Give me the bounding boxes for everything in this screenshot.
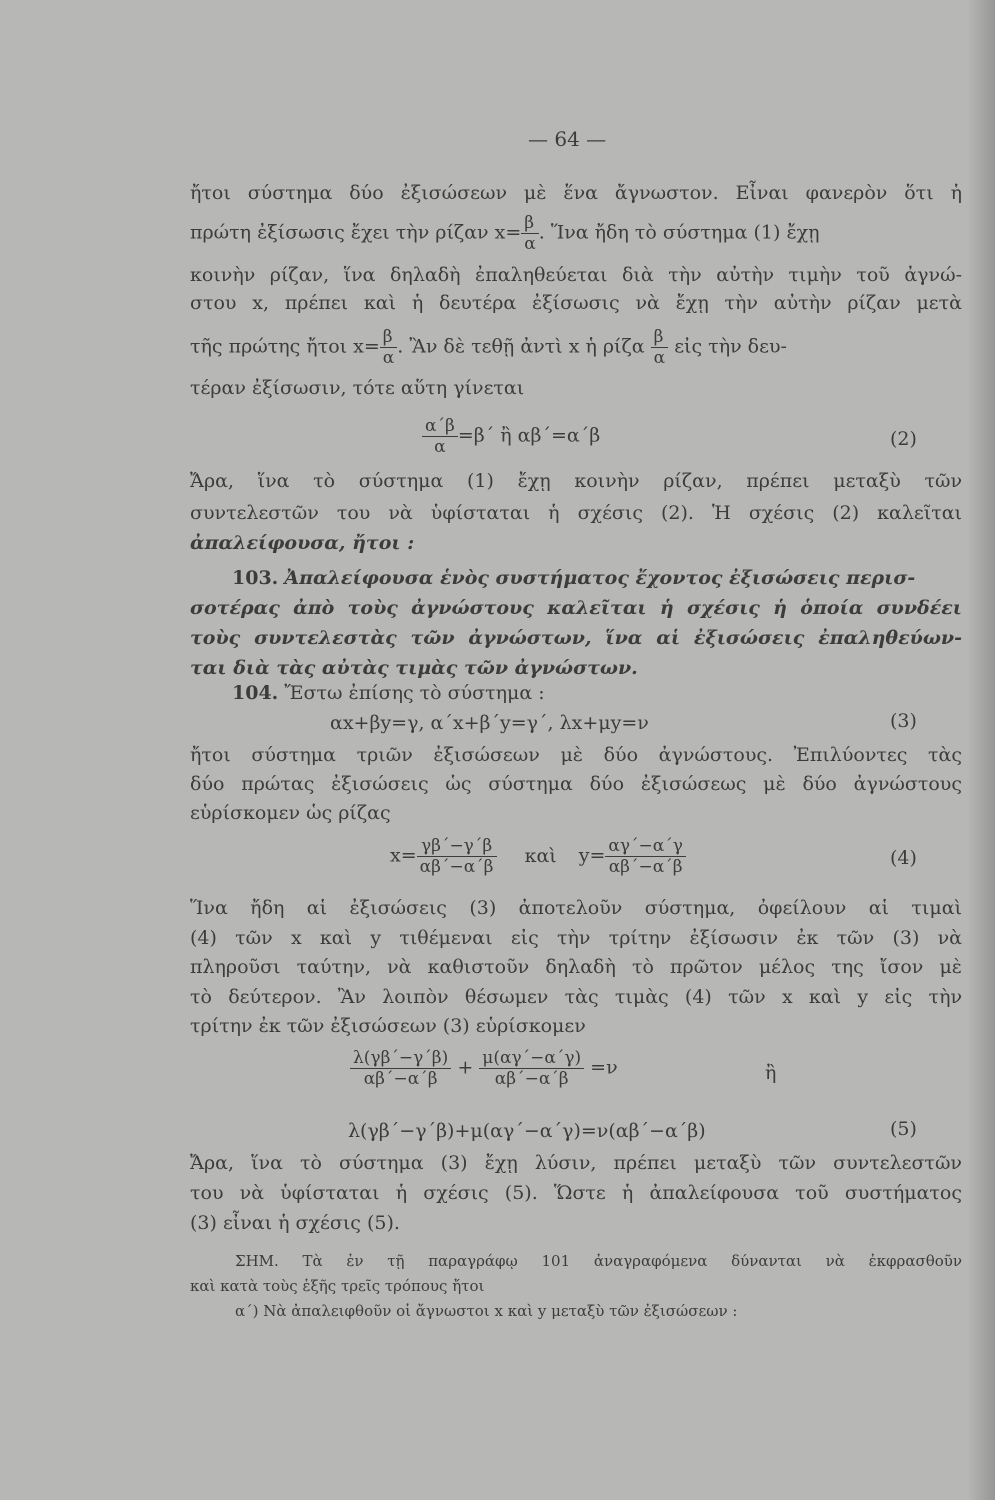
fraction-denominator: α — [524, 234, 536, 254]
fraction-numerator: β — [380, 327, 397, 348]
fraction-numerator: β — [651, 327, 668, 348]
text-line: στου x, πρέπει καὶ ἡ δευτέρα ἐξίσωσις νὰ ἔχῃ τὴν αὐτὴν ρίζαν μετὰ — [190, 292, 962, 314]
equation-label: (2) — [890, 428, 917, 450]
equation-or: ἢ — [765, 1062, 777, 1084]
fraction — [422, 416, 458, 457]
text-line: δύο πρώτας ἐξισώσεις ὡς σύστημα δύο ἐξισώσεως μὲ δύο ἀγνώστους — [190, 773, 962, 795]
fraction-denominator: αβ΄−α΄β — [494, 1069, 569, 1089]
text-segment: Ἔστω ἐπίσης τὸ σύστημα : — [284, 682, 545, 704]
fraction-denominator: α — [382, 348, 395, 368]
text-line: ἀπαλείφουσα, ἤτοι : — [190, 532, 415, 554]
paragraph-number: 104. — [232, 682, 279, 704]
text-line: τὸ δεύτερον. Ἂν λοιπὸν θέσωμεν τὰς τιμὰς (4) τῶν x καὶ y εἰς τὴν — [190, 986, 962, 1008]
text-line: πληροῦσι ταύτην, νὰ καθιστοῦν δηλαδὴ τὸ πρῶτον μέλος της ἴσον μὲ — [190, 956, 962, 978]
fraction-denominator: α — [434, 437, 446, 457]
fraction-numerator: β — [521, 213, 538, 234]
text-line: ται διὰ τὰς αὐτὰς τιμὰς τῶν ἀγνώστων. — [190, 657, 638, 679]
text-line: συντελεστῶν του νὰ ὑφίσταται ἡ σχέσις (2). Ἡ σχέσις (2) καλεῖται — [190, 502, 962, 524]
text-line — [190, 327, 962, 368]
text-line: εὑρίσκομεν ὡς ρίζας — [190, 802, 391, 824]
fraction — [417, 836, 497, 877]
page-edge-shadow — [967, 0, 995, 1500]
equation-label: (5) — [890, 1118, 917, 1140]
text-segment: . Ἂν δὲ τεθῇ ἀντὶ x ἡ ρίζα — [397, 335, 645, 358]
equation-text: καὶ — [524, 844, 557, 867]
equation-text: =ν — [590, 1056, 618, 1079]
text-line: του νὰ ὑφίσταται ἡ σχέσις (5). Ὥστε ἡ ἀπαλείφουσα τοῦ συστήματος — [190, 1182, 962, 1204]
text-line: Ἄρα, ἵνα τὸ σύστημα (1) ἔχῃ κοινὴν ρίζαν, πρέπει μεταξὺ τῶν — [190, 470, 962, 492]
text-line — [190, 680, 962, 706]
equation-2 — [422, 416, 600, 457]
text-segment: τῆς πρώτης ἤτοι x= — [190, 335, 380, 358]
text-line: σοτέρας ἀπὸ τοὺς ἀγνώστους καλεῖται ἡ σχέσις ἡ ὁποία συνδέει — [190, 597, 962, 619]
equation-text: x= — [390, 844, 417, 867]
page-number: — 64 — — [528, 127, 607, 151]
text-line: Ἄρα, ἵνα τὸ σύστημα (3) ἔχῃ λύσιν, πρέπει μεταξὺ τῶν συντελεστῶν — [190, 1152, 962, 1174]
text-line: ἤτοι σύστημα δύο ἐξισώσεων μὲ ἕνα ἄγνωστον. Εἶναι φανερὸν ὅτι ἡ — [190, 182, 962, 204]
text-segment: . Ἵνα ἤδη τὸ σύστημα (1) ἔχῃ — [538, 221, 820, 244]
text-line: τέραν ἐξίσωσιν, τότε αὕτη γίνεται — [190, 377, 525, 399]
equation-label: (3) — [890, 710, 917, 732]
text-line — [190, 213, 962, 254]
fraction-numerator: γβ΄−γ΄β — [417, 836, 497, 857]
text-line — [190, 565, 962, 591]
fraction-beta-over-alpha — [651, 327, 668, 368]
fraction-beta-over-alpha — [380, 327, 397, 368]
equation-3: αx+βy=γ, α΄x+β΄y=γ΄, λx+μy=ν — [330, 712, 649, 734]
fraction-beta-over-alpha — [521, 213, 538, 254]
fraction-denominator: α — [653, 348, 666, 368]
fraction-denominator: αβ΄−α΄β — [363, 1069, 438, 1089]
fraction — [479, 1048, 584, 1089]
fraction-denominator: αβ΄−α΄β — [608, 857, 683, 877]
fraction — [350, 1048, 451, 1089]
paragraph-number: 103. — [232, 567, 279, 589]
text-segment: εἰς τὴν δευ- — [674, 335, 787, 358]
footnote-line: καὶ κατὰ τοὺς ἑξῆς τρεῖς τρόπους ἤτοι — [190, 1277, 485, 1295]
equation-label: (4) — [890, 847, 917, 869]
text-line: τοὺς συντελεστὰς τῶν ἀγνώστων, ἵνα αἱ ἐξισώσεις ἐπαληθεύων- — [190, 627, 962, 649]
equation-text: + — [457, 1056, 474, 1079]
fraction-numerator: αγ΄−α΄γ — [605, 836, 686, 857]
equation-4 — [390, 836, 686, 877]
equation-text: =β΄ ἢ αβ΄=α΄β — [457, 424, 601, 447]
fraction — [605, 836, 686, 877]
footnote-line: ΣΗΜ. Τὰ ἐν τῇ παραγράφῳ 101 ἀναγραφόμενα δύνανται νὰ ἐκφρασθοῦν — [235, 1252, 962, 1270]
fraction-denominator: αβ΄−α΄β — [419, 857, 494, 877]
text-line: κοινὴν ρίζαν, ἵνα δηλαδὴ ἐπαληθεύεται διὰ τὴν αὐτὴν τιμὴν τοῦ ἀγνώ- — [190, 264, 962, 286]
fraction-numerator: α΄β — [422, 416, 458, 437]
fraction-numerator: λ(γβ΄−γ΄β) — [350, 1048, 451, 1069]
text-segment: πρώτη ἐξίσωσις ἔχει τὴν ρίζαν x= — [190, 221, 522, 244]
text-line: ἤτοι σύστημα τριῶν ἐξισώσεων μὲ δύο ἀγνώστους. Ἐπιλύοντες τὰς — [190, 744, 962, 766]
text-segment: Ἀπαλείφουσα ἑνὸς συστήματος ἔχοντος ἐξισώσεις περισ- — [284, 567, 916, 589]
equation-text: y= — [578, 844, 606, 867]
equation-5: λ(γβ΄−γ΄β)+μ(αγ΄−α΄γ)=ν(αβ΄−α΄β) — [348, 1120, 706, 1142]
text-line: τρίτην ἐκ τῶν ἐξισώσεων (3) εὑρίσκομεν — [190, 1015, 586, 1037]
text-line: (4) τῶν x καὶ y τιθέμεναι εἰς τὴν τρίτην ἐξίσωσιν ἐκ τῶν (3) νὰ — [190, 927, 962, 949]
fraction-numerator: μ(αγ΄−α΄γ) — [479, 1048, 584, 1069]
footnote-line: α΄) Νὰ ἀπαλειφθοῦν οἱ ἄγνωστοι x καὶ y μεταξὺ τῶν ἐξισώσεων : — [235, 1302, 738, 1320]
text-line: (3) εἶναι ἡ σχέσις (5). — [190, 1212, 400, 1234]
equation-5-fraction-form — [350, 1048, 618, 1089]
text-line: Ἵνα ἤδη αἱ ἐξισώσεις (3) ἀποτελοῦν σύστημα, ὀφείλουν αἱ τιμαὶ — [190, 897, 962, 919]
